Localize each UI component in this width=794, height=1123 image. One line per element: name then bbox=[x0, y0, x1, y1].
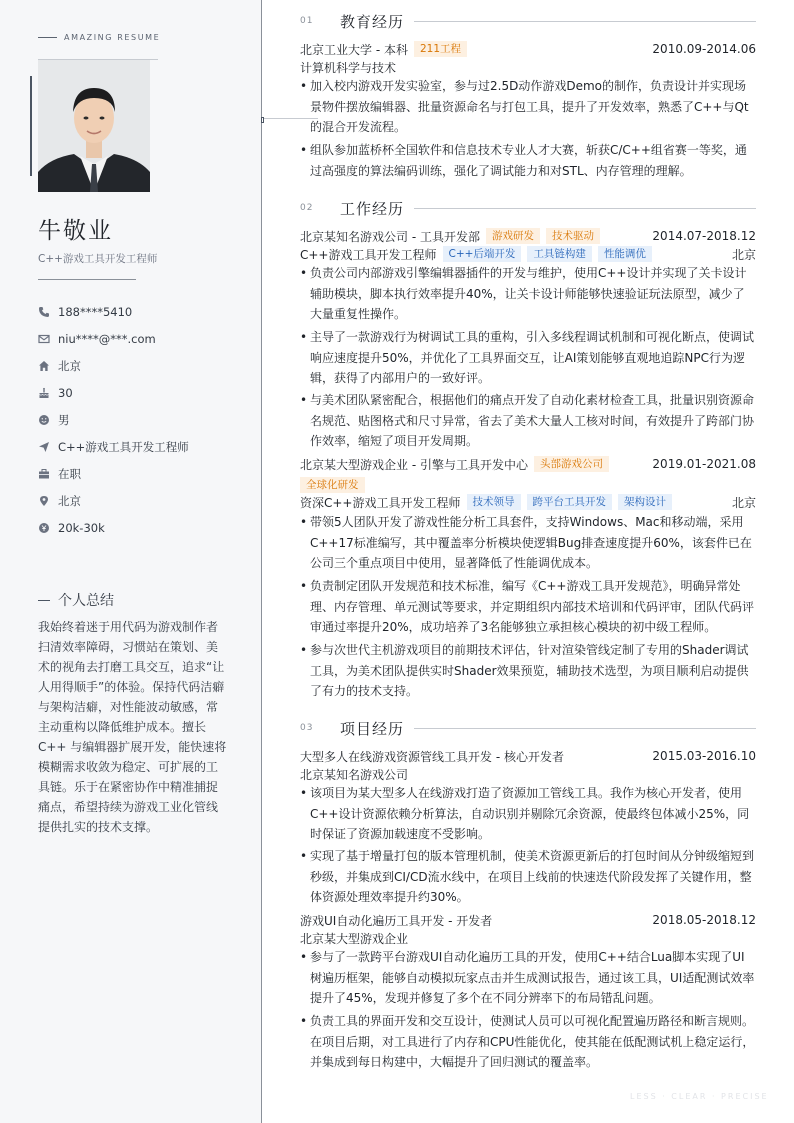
info-gender bbox=[38, 406, 248, 433]
job-company: 北京某知名游戏公司 - 工具开发部 bbox=[300, 229, 480, 244]
section-title: 项目经历 bbox=[340, 719, 405, 738]
job-bullet: • 带领5人团队开发了游戏性能分析工具套件，支持Windows、Mac和移动端，采用C++17标准编写，其中覆盖率分析模块使逻辑Bug排查速度提升60%，该套件已在公司三个重点项目中使用，显著降低了性能调优成本。 bbox=[300, 512, 756, 574]
info-email-text: niu****@***.com bbox=[58, 331, 156, 346]
info-status bbox=[38, 460, 248, 487]
job-bullet: • 负责制定团队开发规范和技术标准，编写《C++游戏工具开发规范》，明确异常处理、内存管理、单元测试等要求，并定期组织内部技术培训和代码评审，团队代码评审通过率提升20%，成功培养了3名能够独立承担核心模块的初中级工程师。 bbox=[300, 576, 756, 638]
brand-text: AMAZING RESUME bbox=[64, 32, 161, 42]
project-date: 2015.03-2016.10 bbox=[652, 749, 756, 763]
summary-heading bbox=[38, 590, 114, 610]
job-tag-wrap-row bbox=[294, 476, 750, 494]
section-number: 03 bbox=[300, 723, 314, 733]
school-name: 北京工业大学 - 本科 bbox=[300, 42, 408, 57]
sidebar bbox=[0, 0, 262, 1123]
project-name: 游戏UI自动化遍历工具开发 - 开发者 bbox=[300, 913, 493, 928]
info-phone bbox=[38, 298, 248, 325]
company-tag: 头部游戏公司 bbox=[534, 456, 609, 472]
location-icon bbox=[38, 495, 50, 507]
position-tag: 技术领导 bbox=[467, 494, 521, 510]
section-work-header bbox=[300, 198, 756, 218]
smile-icon bbox=[38, 414, 50, 426]
mail-icon bbox=[38, 333, 50, 345]
photo-accent-bar bbox=[30, 76, 32, 176]
project-bullet: • 负责工具的界面开发和交互设计，使测试人员可以可视化配置遍历路径和断言规则。在项目后期，对工具进行了内存和CPU性能优化，使其能在低配测试机上稳定运行，并集成到每日构建中，大幅提升了回归测试的覆盖率。 bbox=[300, 1011, 756, 1073]
job-bullet: • 参与次世代主机游戏项目的前期技术评估，针对渲染管线定制了专用的Shader调试工具，为美术团队提供实时Shader效果预览，辅助技术选型，为项目顺利启动提供了有力的技术支持。 bbox=[300, 640, 756, 702]
project-company: 北京某知名游戏公司 bbox=[300, 767, 409, 782]
info-email bbox=[38, 325, 248, 352]
project-company-row bbox=[300, 765, 756, 783]
info-status-text: 在职 bbox=[58, 466, 81, 481]
info-age bbox=[38, 379, 248, 406]
project-bullet: • 参与了一款跨平台游戏UI自动化遍历工具的开发，使用C++结合Lua脚本实现了UI树遍历框架，能够自动模拟玩家点击并生成测试报告，通过该工具，UI适配测试效率提升了45%，发现并修复了多个在不同分辨率下的布局错乱问题。 bbox=[300, 947, 756, 1009]
project-name: 大型多人在线游戏资源管线工具开发 - 核心开发者 bbox=[300, 749, 564, 764]
job-date: 2014.07-2018.12 bbox=[652, 229, 756, 243]
summary-dash bbox=[38, 600, 50, 601]
role-divider bbox=[38, 279, 136, 280]
info-home bbox=[38, 352, 248, 379]
footer-watermark: LESS · CLEAR · PRECISE bbox=[630, 1092, 769, 1101]
cake-icon bbox=[38, 387, 50, 399]
job-position-row bbox=[300, 245, 756, 263]
position-tag: 工具链构建 bbox=[527, 246, 592, 262]
job-date: 2019.01-2021.08 bbox=[652, 457, 756, 471]
section-number: 02 bbox=[300, 203, 314, 213]
position-tag: 跨平台工具开发 bbox=[527, 494, 613, 510]
project-title-row bbox=[300, 747, 756, 765]
contact-info-list bbox=[38, 298, 248, 541]
home-icon bbox=[38, 360, 50, 372]
job-company-row bbox=[300, 455, 756, 473]
send-icon bbox=[38, 441, 50, 453]
section-title: 工作经历 bbox=[340, 199, 405, 218]
money-icon bbox=[38, 522, 50, 534]
company-tag: 技术驱动 bbox=[546, 228, 600, 244]
info-salary-text: 20k-30k bbox=[58, 520, 105, 535]
brand bbox=[38, 31, 160, 43]
job-company-row bbox=[300, 227, 756, 245]
section-rule bbox=[414, 21, 756, 22]
education-date: 2010.09-2014.06 bbox=[652, 42, 756, 56]
education-major-row bbox=[300, 58, 756, 76]
profile-photo bbox=[38, 60, 150, 192]
info-gender-text: 男 bbox=[58, 412, 70, 427]
person-portrait-icon bbox=[38, 60, 150, 192]
section-education-header bbox=[300, 11, 756, 31]
job-bullet: • 负责公司内部游戏引擎编辑器插件的开发与维护，使用C++设计并实现了关卡设计辅助模块，脚本执行效率提升40%，让关卡设计师能够快速验证玩法原型，减少了大量重复性操作。 bbox=[300, 263, 756, 325]
project-title-row bbox=[300, 911, 756, 929]
position-tag: C++后端开发 bbox=[443, 246, 522, 262]
job-city: 北京 bbox=[731, 495, 756, 510]
info-target-role bbox=[38, 433, 248, 460]
info-location bbox=[38, 487, 248, 514]
project-bullet: • 实现了基于增量打包的版本管理机制，使美术资源更新后的打包时间从分钟级缩短到秒级，并集成到CI/CD流水线中，在项目上线前的快速迭代阶段发挥了关键作用，整体资源处理效率提升约30%。 bbox=[300, 846, 756, 908]
school-tag: 211工程 bbox=[414, 41, 467, 57]
photo-connector-marker bbox=[261, 117, 264, 123]
company-tag: 游戏研发 bbox=[486, 228, 540, 244]
info-phone-text: 188****5410 bbox=[58, 304, 133, 319]
position-tag: 性能调优 bbox=[598, 246, 652, 262]
project-date: 2018.05-2018.12 bbox=[652, 913, 756, 927]
candidate-name: 牛敬业 bbox=[38, 218, 113, 244]
summary-title: 个人总结 bbox=[58, 593, 114, 609]
section-projects-header bbox=[300, 718, 756, 738]
section-rule bbox=[414, 728, 756, 729]
job-company: 北京某大型游戏企业 - 引擎与工具开发中心 bbox=[300, 457, 528, 472]
info-target-role-text: C++游戏工具开发工程师 bbox=[58, 439, 189, 454]
info-home-text: 北京 bbox=[58, 358, 81, 373]
phone-icon bbox=[38, 306, 50, 318]
education-major: 计算机科学与技术 bbox=[300, 60, 397, 75]
job-city: 北京 bbox=[731, 247, 756, 262]
job-position: C++游戏工具开发工程师 bbox=[300, 247, 437, 262]
candidate-role: C++游戏工具开发工程师 bbox=[38, 253, 158, 265]
project-bullet: • 该项目为某大型多人在线游戏打造了资源加工管线工具。我作为核心开发者，使用C++设计资源依赖分析算法，自动识别并剔除冗余资源，使最终包体减小25%，同时保证了资源加载速度不受影响。 bbox=[300, 783, 756, 845]
education-school-row bbox=[300, 40, 756, 58]
job-bullet: • 与美术团队紧密配合，根据他们的痛点开发了自动化素材检查工具，批量识别资源命名规范、贴图格式和尺寸异常，省去了美术大量人工核对时间，有效提升了跨部门协作效率，缩短了项目开发周期。 bbox=[300, 390, 756, 452]
education-bullet: • 加入校内游戏开发实验室，参与过2.5D动作游戏Demo的制作，负责设计并实现场景物件摆放编辑器、批量资源命名与打包工具，提升了开发效率，熟悉了C++与Qt的混合开发流程。 bbox=[300, 76, 756, 138]
info-location-text: 北京 bbox=[58, 493, 81, 508]
project-company-row bbox=[300, 929, 756, 947]
job-position: 资深C++游戏工具开发工程师 bbox=[300, 495, 461, 510]
section-number: 01 bbox=[300, 16, 314, 26]
info-age-text: 30 bbox=[58, 385, 73, 400]
summary-text: 我始终着迷于用代码为游戏制作者扫清效率障碍，习惯站在策划、美术的视角去打磨工具交互，追求“让人用得顺手”的体验。保持代码洁癖与架构洁癖，对性能波动敏感，常主动重构以降低维护成本。擅长 C++ 与编辑器扩展开发，能快速将模糊需求收敛为稳定、可扩展的工具链。乐于在紧密协作中精准捕捉痛点，希望持续为游戏工业化管线提供扎实的技术支撑。 bbox=[38, 620, 227, 834]
info-salary bbox=[38, 514, 248, 541]
company-tag: 全球化研发 bbox=[300, 477, 365, 493]
section-title: 教育经历 bbox=[340, 12, 405, 31]
briefcase-icon bbox=[38, 468, 50, 480]
position-tag: 架构设计 bbox=[618, 494, 672, 510]
project-company: 北京某大型游戏企业 bbox=[300, 931, 409, 946]
job-position-row bbox=[300, 493, 756, 511]
section-rule bbox=[414, 208, 756, 209]
education-bullet: • 组队参加蓝桥杯全国软件和信息技术专业人才大赛，斩获C/C++组省赛一等奖，通过高强度的算法编码训练，强化了调试能力和对STL、内存管理的理解。 bbox=[300, 140, 756, 181]
brand-line bbox=[38, 37, 57, 38]
job-bullet: • 主导了一款游戏行为树调试工具的重构，引入多线程调试机制和可视化断点，使调试响应速度提升50%，并优化了工具界面交互，让AI策划能够直观地追踪NPC行为逻辑，获得了内部用户的一致好评。 bbox=[300, 327, 756, 389]
